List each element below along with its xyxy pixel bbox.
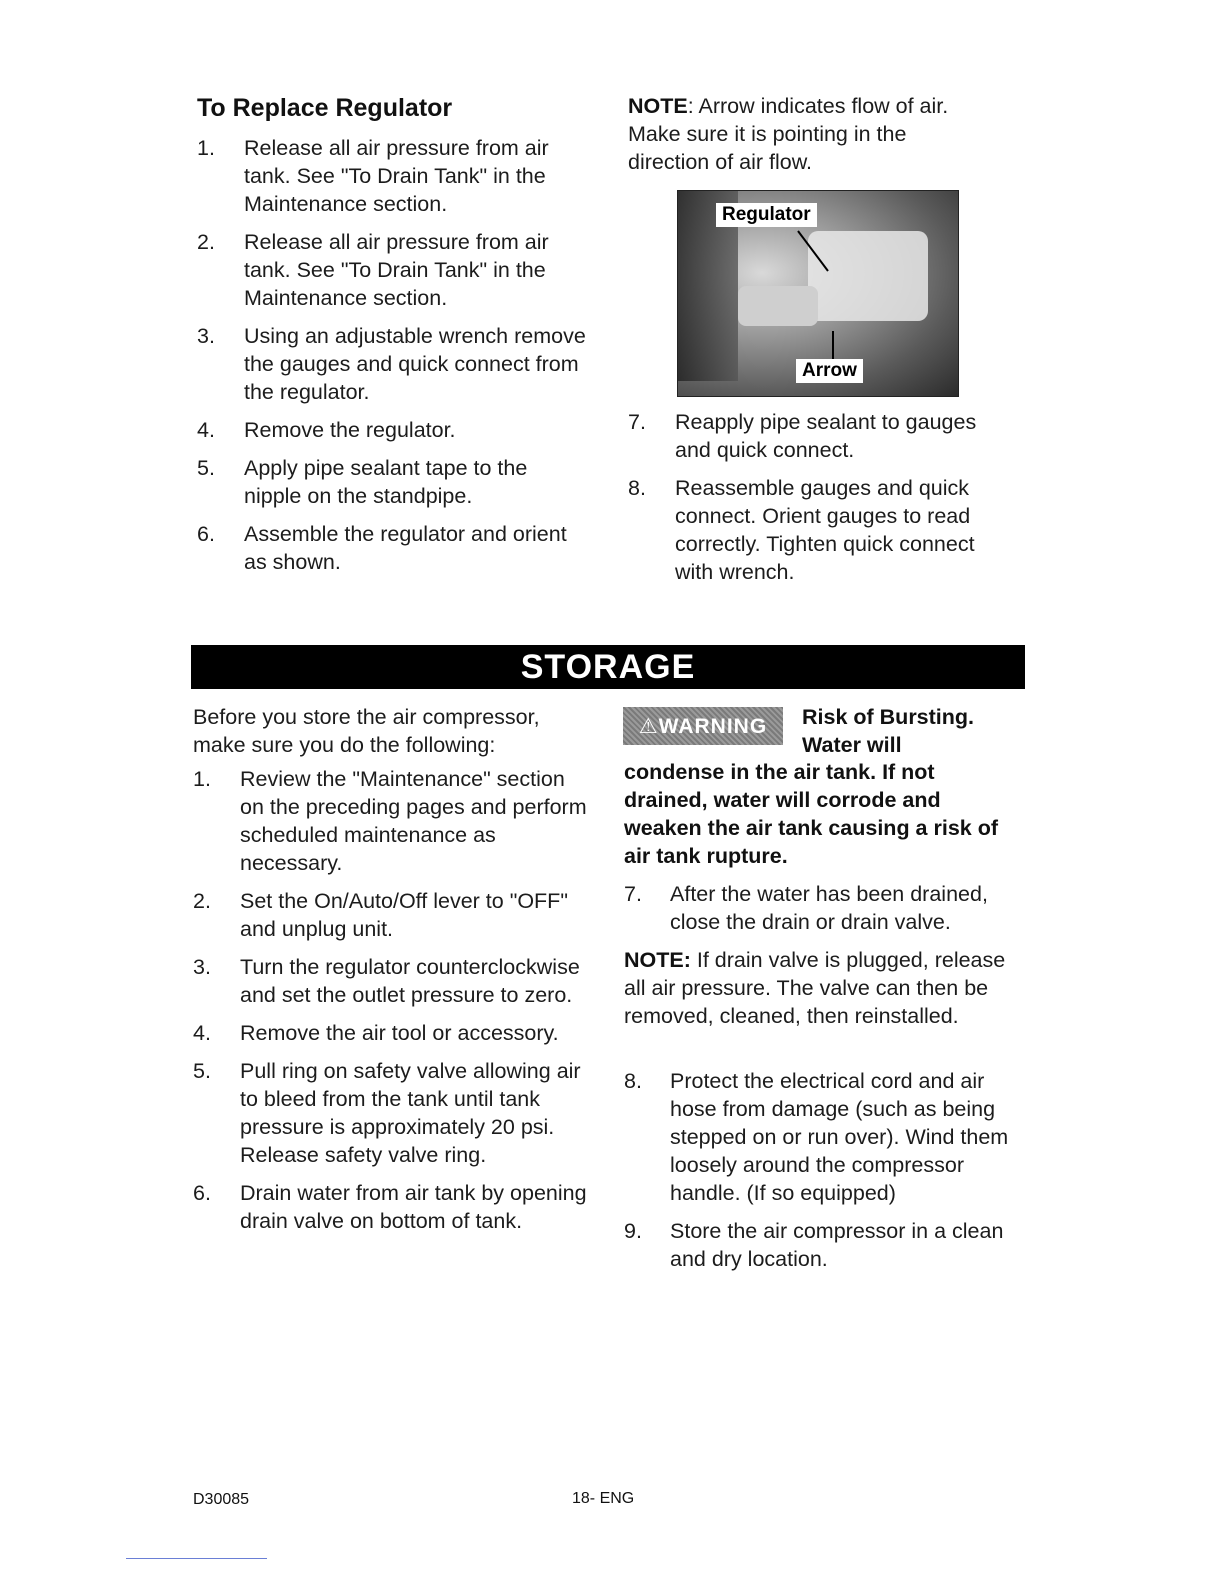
list-item: 6. Drain water from air tank by opening drain valve on bottom of tank.	[193, 1181, 587, 1233]
regulator-label: Regulator	[716, 203, 817, 227]
storage-steps-continued	[624, 1067, 1024, 1283]
warning-badge: ⚠WARNING	[623, 707, 783, 745]
list-item: 3. Turn the regulator counterclockwise and set the outlet pressure to zero.	[193, 955, 580, 1007]
list-item: 6. Assemble the regulator and orient as shown.	[197, 522, 567, 574]
list-item: 4. Remove the regulator.	[197, 418, 456, 442]
list-item: 2. Set the On/Auto/Off lever to "OFF" and unplug unit.	[193, 889, 568, 941]
list-item: 7. After the water has been drained, close the drain or drain valve.	[624, 882, 988, 934]
list-item: 8. Protect the electrical cord and air hose from damage (such as being stepped on or run over). Wind them loosely around the compressor handle. (If so equipped)	[624, 1069, 1009, 1205]
list-item: 7. Reapply pipe sealant to gauges and quick connect.	[628, 410, 977, 462]
storage-steps	[193, 765, 593, 1245]
warning-heading: Risk of Bursting. Water will	[802, 705, 975, 757]
section-heading: To Replace Regulator	[197, 94, 453, 122]
list-item: 1. Release all air pressure from air tank. See "To Drain Tank" in the Maintenance section.	[197, 136, 549, 216]
storage-intro: Before you store the air compressor, make sure you do the following:	[193, 705, 540, 757]
arrow-note: NOTE: Arrow indicates flow of air. Make sure it is pointing in the direction of air flow.	[628, 94, 949, 174]
list-item: 2. Release all air pressure from air tank. See "To Drain Tank" in the Maintenance section.	[197, 230, 549, 310]
storage-banner: STORAGE	[191, 645, 1025, 689]
list-item: 5. Apply pipe sealant tape to the nipple on the standpipe.	[197, 456, 528, 508]
storage-step-7	[624, 880, 1024, 946]
list-item: 1. Review the "Maintenance" section on the preceding pages and perform scheduled maintenance as necessary.	[193, 767, 587, 875]
list-item: 9. Store the air compressor in a clean and dry location.	[624, 1219, 1004, 1271]
list-item: 5. Pull ring on safety valve allowing air to bleed from the tank until tank pressure is approximately 20 psi. Release safety valve ring.	[193, 1059, 581, 1167]
page-number: 18- ENG	[572, 1490, 635, 1507]
regulator-steps	[197, 134, 587, 586]
arrow-label: Arrow	[796, 359, 863, 383]
document-code: D30085	[193, 1491, 250, 1508]
warning-text: condense in the air tank. If not drained, water will corrode and weaken the air tank causing a risk of air tank rupture.	[624, 760, 999, 868]
list-item: 4. Remove the air tool or accessory.	[193, 1021, 559, 1045]
regulator-photo	[677, 190, 959, 397]
drain-note: NOTE: If drain valve is plugged, release all air pressure. The valve can then be removed, cleaned, then reinstalled.	[624, 948, 1006, 1028]
list-item: 8. Reassemble gauges and quick connect. Orient gauges to read correctly. Tighten quick connect with wrench.	[628, 476, 975, 584]
list-item: 3. Using an adjustable wrench remove the gauges and quick connect from the regulator.	[197, 324, 586, 404]
regulator-steps-continued	[628, 408, 1018, 596]
divider	[126, 1558, 267, 1559]
